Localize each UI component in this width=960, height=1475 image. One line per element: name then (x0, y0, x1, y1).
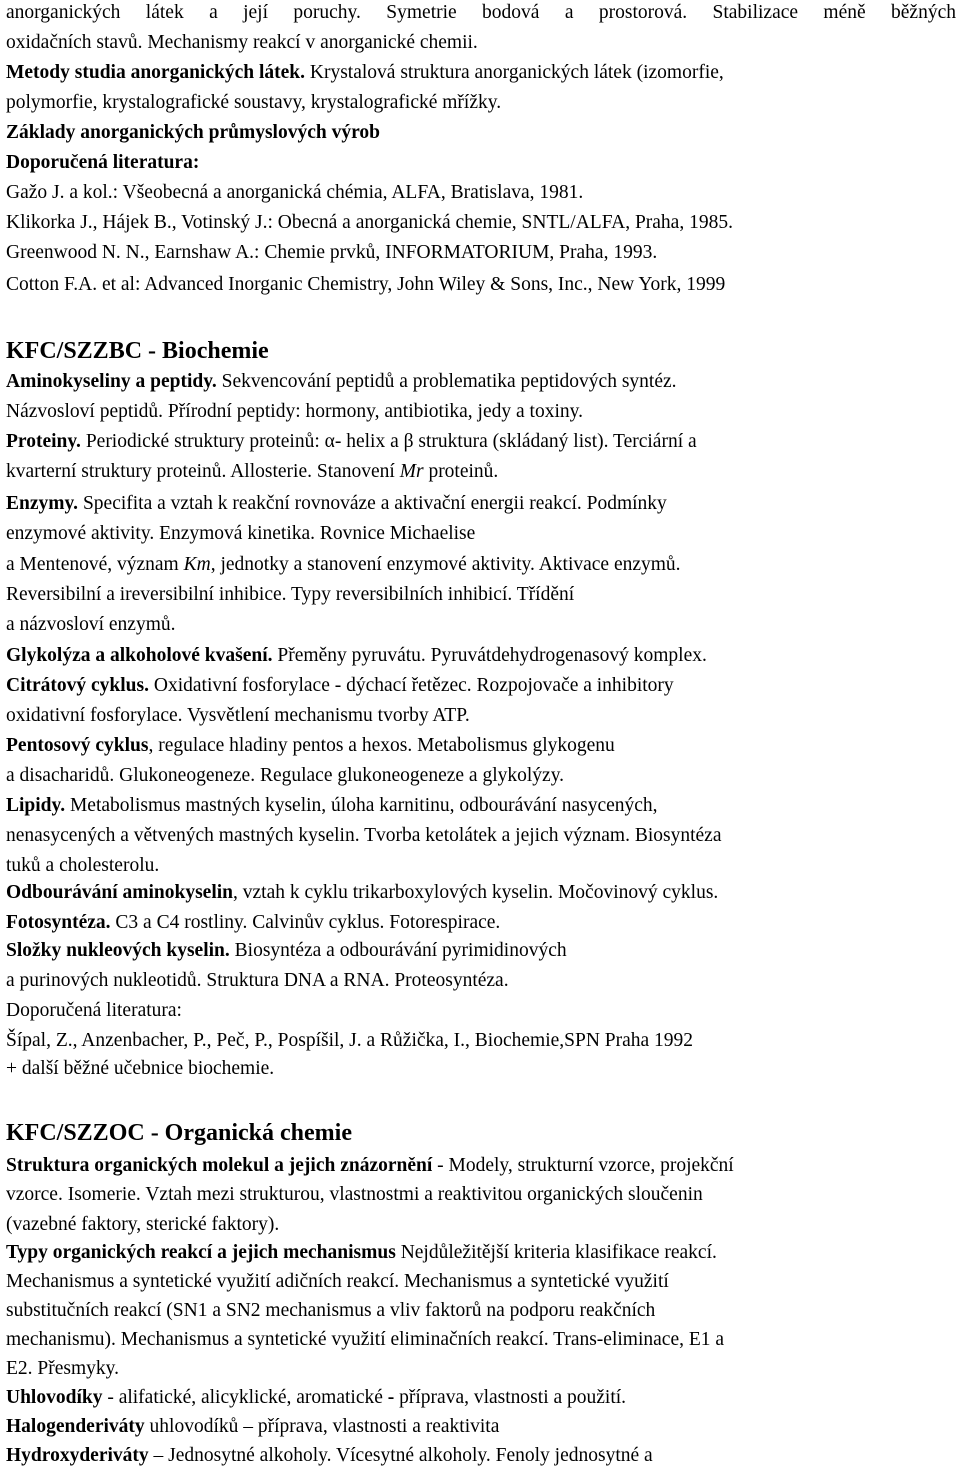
text-run: a purinových nukleotidů. Struktura DNA a RNA. Proteosyntéza. (6, 970, 509, 991)
text-line (6, 491, 956, 518)
text-line (6, 733, 956, 760)
text-line (6, 1414, 956, 1441)
bold-term: Uhlovodíky (6, 1387, 103, 1408)
text-line (6, 1028, 956, 1055)
section-heading (6, 336, 956, 367)
text-line (6, 853, 956, 880)
text-run: Názvosloví peptidů. Přírodní peptidy: hormony, antibiotika, jedy a toxiny. (6, 401, 583, 422)
text-run: – Jednosytné alkoholy. Vícesytné alkoholy. Fenoly jednosytné a (148, 1445, 653, 1466)
text-line (6, 793, 956, 820)
text-run: Gažo J. a kol.: Všeobecná a anorganická chémia, ALFA, Bratislava, 1981. (6, 182, 584, 203)
text-run: a disacharidů. Glukoneogeneze. Regulace glukoneogeneze a glykolýzy. (6, 765, 565, 786)
text-line (6, 399, 956, 426)
text-run: KFC/SZZOC - Organická chemie (6, 1120, 352, 1146)
text-run: vzorce. Isomerie. Vztah mezi strukturou, vlastnostmi a reaktivitou organických sloučenin (6, 1184, 703, 1205)
text-run: oxidativní fosforylace. Vysvětlení mechanismu tvorby ATP. (6, 705, 470, 726)
text-run: mechanismu). Mechanismus a syntetické využití eliminačních reakcí. Trans-eliminace, E1 a (6, 1329, 725, 1350)
text-line (6, 90, 956, 117)
text-line (6, 1298, 956, 1325)
text-run: Klikorka J., Hájek B., Votinský J.: Obecná a anorganická chemie, SNTL/ALFA, Praha, 1985. (6, 212, 733, 233)
bold-term: Struktura organických molekul a jejich znázornění (6, 1155, 433, 1176)
text-run: + další běžné učebnice biochemie. (6, 1058, 275, 1079)
text-line (6, 938, 956, 965)
text-line (6, 910, 956, 937)
text-run: Periodické struktury proteinů: α- helix a β struktura (skládaný list). Terciární a (80, 431, 697, 452)
text-run: Přeměny pyruvátu. Pyruvátdehydrogenasový komplex. (272, 645, 707, 666)
text-line (6, 823, 956, 850)
text-run: Greenwood N. N., Earnshaw A.: Chemie prvků, INFORMATORIUM, Praha, 1993. (6, 242, 658, 263)
text-run: Šípal, Z., Anzenbacher, P., Peč, P., Pospíšil, J. a Růžička, I., Biochemie,SPN Praha 1992 (6, 1030, 694, 1051)
text-run: - Modely, strukturní vzorce, projekční (432, 1155, 734, 1176)
text-run: anorganických látek a její poruchy. Symetrie bodová a prostorová. Stabilizace méně běžných (6, 2, 956, 23)
bold-term: Pentosový cyklus (6, 735, 149, 756)
text-line (6, 1056, 956, 1083)
text-line (6, 210, 956, 237)
text-run: a názvosloví enzymů. (6, 614, 176, 635)
text-line (6, 429, 956, 456)
section-heading (6, 1118, 956, 1149)
bold-term: Halogenderiváty (6, 1416, 145, 1437)
bold-term: Fotosyntéza. (6, 912, 111, 933)
text-run: polymorfie, krystalografické soustavy, krystalografické mřížky. (6, 92, 502, 113)
text-run: Oxidativní fosforylace - dýchací řetězec. Rozpojovače a inhibitory (149, 675, 674, 696)
text-line (6, 703, 956, 730)
bold-term: Složky nukleových kyselin. (6, 940, 230, 961)
bold-term: Doporučená literatura: (6, 152, 200, 173)
bold-term: Typy organických reakcí a jejich mechanismus (6, 1242, 396, 1263)
text-line (6, 180, 956, 207)
text-line (6, 1153, 956, 1180)
text-line (6, 30, 956, 57)
text-run: Specifita a vztah k reakční rovnováze a aktivační energii reakcí. Podmínky (78, 493, 667, 514)
text-run: Reversibilní a ireversibilní inhibice. Typy reversibilních inhibicí. Třídění (6, 584, 575, 605)
text-run: KFC/SZZBC - Biochemie (6, 338, 269, 364)
text-line (6, 998, 956, 1025)
text-line (6, 369, 956, 396)
bold-term: Lipidy. (6, 795, 66, 816)
text-line (6, 1240, 956, 1267)
text-line (6, 612, 956, 639)
text-run: Nejdůležitější kriteria klasifikace reakcí. (395, 1242, 717, 1263)
text-line (6, 150, 956, 177)
bold-term: Metody studia anorganických látek. (6, 62, 306, 83)
text-run: , regulace hladiny pentos a hexos. Metabolismus glykogenu (148, 735, 615, 756)
text-run: , vztah k cyklu trikarboxylových kyselin. Močovinový cyklus. (233, 882, 719, 903)
italic-symbol: Km (183, 554, 211, 575)
text-line (6, 521, 956, 548)
text-line (6, 1385, 956, 1412)
text-run: Krystalová struktura anorganických látek (izomorfie, (305, 62, 724, 83)
text-line (6, 880, 956, 907)
text-line (6, 552, 956, 579)
text-line (6, 272, 956, 299)
text-run: nenasycených a větvených mastných kyselin. Tvorba ketolátek a jejich význam. Biosyntéza (6, 825, 722, 846)
text-line (6, 1269, 956, 1296)
text-run: tuků a cholesterolu. (6, 855, 160, 876)
text-line (6, 120, 956, 147)
text-line (6, 1327, 956, 1354)
bold-term: Citrátový cyklus. (6, 675, 149, 696)
text-run: Cotton F.A. et al: Advanced Inorganic Chemistry, John Wiley & Sons, Inc., New York, 1999 (6, 274, 726, 295)
bold-term: Enzymy. (6, 493, 79, 514)
text-run: substitučních reakcí (SN1 a SN2 mechanismus a vliv faktorů na podporu reakčních (6, 1300, 656, 1321)
bold-term: - (387, 1387, 395, 1408)
text-line (6, 1356, 956, 1383)
text-run: Doporučená literatura: (6, 1000, 182, 1021)
text-line (6, 582, 956, 609)
bold-term: Proteiny. (6, 431, 81, 452)
text-run: Biosyntéza a odbourávání pyrimidinových (229, 940, 567, 961)
text-line (6, 643, 956, 670)
text-line (6, 459, 956, 486)
text-run: oxidačních stavů. Mechanismy reakcí v anorganické chemii. (6, 32, 478, 53)
text-line (6, 1212, 956, 1239)
text-run: proteinů. (423, 461, 499, 482)
text-run: - alifatické, alicyklické, aromatické (102, 1387, 388, 1408)
bold-term: Glykolýza a alkoholové kvašení. (6, 645, 273, 666)
text-run: , jednotky a stanovení enzymové aktivity. Aktivace enzymů. (210, 554, 681, 575)
text-run: Metabolismus mastných kyselin, úloha karnitinu, odbourávání nasycených, (65, 795, 658, 816)
bold-term: Hydroxyderiváty (6, 1445, 149, 1466)
text-run: Mechanismus a syntetické využití adičních reakcí. Mechanismus a syntetické využití (6, 1271, 669, 1292)
text-run: C3 a C4 rostliny. Calvinův cyklus. Fotorespirace. (110, 912, 501, 933)
text-line (6, 60, 956, 87)
text-line (6, 1443, 956, 1470)
text-run: (vazebné faktory, sterické faktory). (6, 1214, 280, 1235)
italic-symbol: Mr (399, 461, 424, 482)
text-run: příprava, vlastnosti a použití. (394, 1387, 627, 1408)
text-line (6, 763, 956, 790)
text-line (6, 1182, 956, 1209)
text-run: uhlovodíků – příprava, vlastnosti a reaktivita (144, 1416, 500, 1437)
text-run: enzymové aktivity. Enzymová kinetika. Rovnice Michaelise (6, 523, 476, 544)
text-run: E2. Přesmyky. (6, 1358, 120, 1379)
bold-term: Základy anorganických průmyslových výrob (6, 122, 380, 143)
text-line (6, 673, 956, 700)
text-line (6, 240, 956, 267)
text-line (6, 968, 956, 995)
bold-term: Odbourávání aminokyselin (6, 882, 234, 903)
text-line (6, 0, 956, 27)
text-run: a Mentenové, význam (6, 554, 184, 575)
text-run: kvarterní struktury proteinů. Allosterie. Stanovení (6, 461, 400, 482)
text-run: Sekvencování peptidů a problematika peptidových syntéz. (216, 371, 677, 392)
bold-term: Aminokyseliny a peptidy. (6, 371, 217, 392)
